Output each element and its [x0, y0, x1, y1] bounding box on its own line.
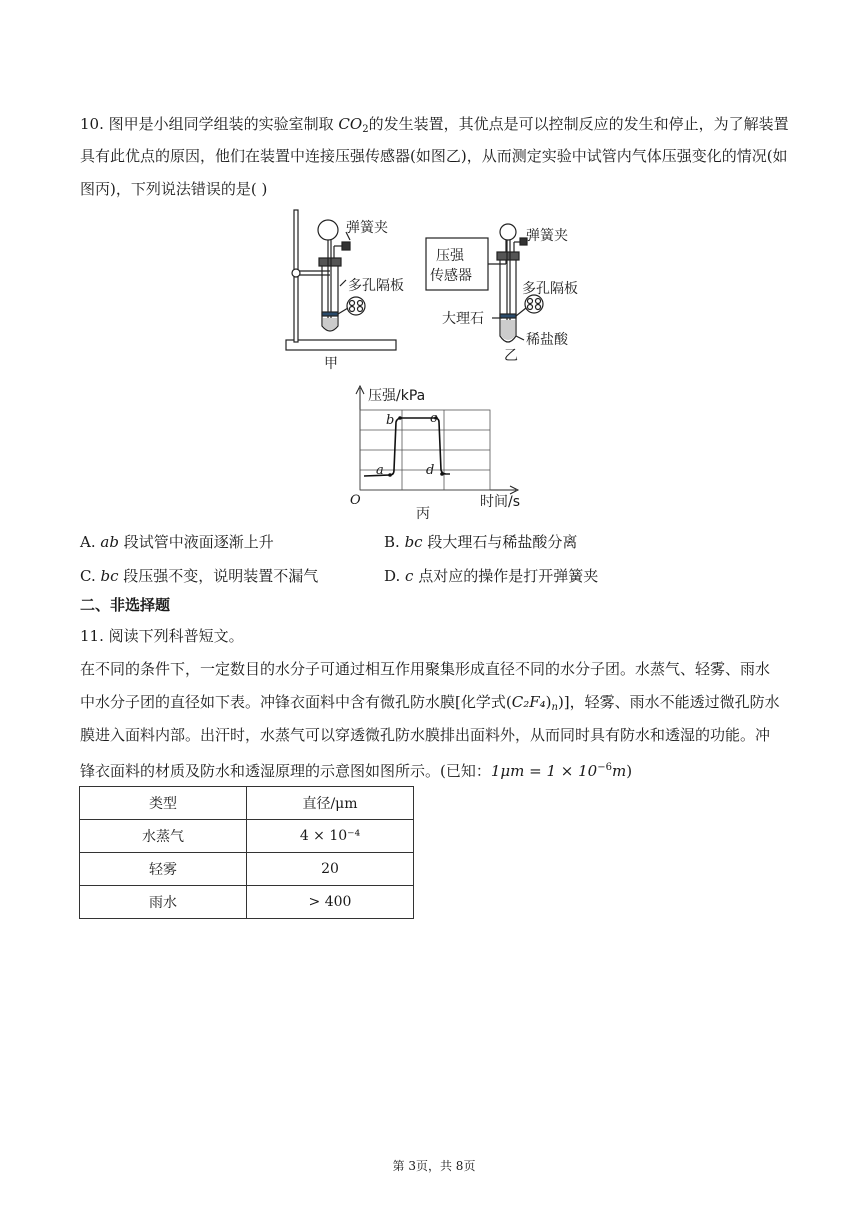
q10-text-b: 的发生装置，其优点是可以控制反应的发生和停止，为了解装置	[368, 115, 789, 133]
q11-para-line-2: 中水分子团的直径如下表。冲锋衣面料中含有微孔防水膜[化学式$(C_2F_4)_n$)]，轻雾、雨水不能透过微孔防水	[80, 693, 780, 713]
jia-caption: 甲	[324, 356, 338, 370]
co2-subscript: 2	[362, 124, 369, 135]
chart-point-label-d: d	[426, 463, 435, 478]
option-d[interactable]	[384, 566, 598, 586]
jia-clip-label: 弹簧夹	[346, 220, 388, 236]
unit-formula: 1μm = 1 × 10	[490, 762, 598, 780]
option-a-prefix: A.	[80, 533, 101, 551]
table-cell-type: 轻雾	[80, 853, 247, 886]
unit-exponent: −6	[597, 762, 612, 773]
q10-line-1	[80, 114, 789, 140]
option-b-prefix: B.	[384, 533, 405, 551]
option-d-text: 点对应的操作是打开弹簧夹	[413, 567, 599, 585]
table-header-diameter: 直径/μm	[247, 787, 414, 820]
table-row	[80, 820, 414, 853]
q10-line-2: 具有此优点的原因，他们在装置中连接压强传感器(如图乙)，从而测定实验中试管内气体压强变化的情况(如	[80, 147, 788, 165]
option-c-var: bc	[100, 567, 119, 585]
q10-text-a: 10. 图甲是小组同学组装的实验室制取	[80, 115, 339, 133]
apparatus-figure-yi	[422, 218, 592, 368]
sensor-label-line2: 传感器	[430, 268, 472, 284]
q11-intro: 11. 阅读下列科普短文。	[80, 627, 244, 645]
table-cell-type: 雨水	[80, 886, 247, 919]
option-b-var: bc	[404, 533, 423, 551]
chart-point-d	[440, 472, 444, 476]
sensor-label-line1: 压强	[436, 248, 464, 264]
table-cell-diameter: 20	[247, 853, 414, 886]
table-cell-diameter: > 400	[247, 886, 414, 919]
option-d-prefix: D.	[384, 567, 406, 585]
q11-para-line-3: 膜进入面料内部。出汗时，水蒸气可以穿透微孔防水膜排出面料外，从而同时具有防水和透湿的功能。冲	[80, 726, 771, 744]
yi-caption: 乙	[504, 348, 518, 364]
chart-point-b	[398, 416, 402, 420]
table-header-row	[80, 787, 414, 820]
chart-point-a	[388, 473, 392, 477]
q11-p4-text-a: 锋衣面料的材质及防水和透湿原理的示意图如图所示。(已知：	[80, 762, 491, 780]
page-footer: 第 3页，共 8页	[392, 1159, 476, 1173]
q11-p2-text-b: )]，轻雾、雨水不能透过微孔防水	[557, 693, 780, 711]
jia-plate-label: 多孔隔板	[348, 278, 404, 294]
option-c-prefix: C.	[80, 567, 101, 585]
yi-marble-label: 大理石	[442, 311, 484, 327]
diameter-table	[79, 786, 414, 919]
pressure-chart	[346, 382, 536, 522]
table-row	[80, 853, 414, 886]
q11-p2-text-a: 中水分子团的直径如下表。冲锋衣面料中含有微孔防水膜[化学式(	[80, 693, 512, 711]
q11-para-line-4	[80, 758, 632, 781]
co2-formula: CO	[338, 115, 363, 133]
option-b[interactable]	[384, 532, 577, 552]
table-header-type: 类型	[80, 787, 247, 820]
unit-meter: m	[611, 762, 627, 780]
q11-p4-text-b: )	[626, 762, 633, 780]
table-row	[80, 886, 414, 919]
chart-point-label-b: b	[386, 413, 395, 428]
q11-para-line-1: 在不同的条件下，一定数目的水分子可通过相互作用聚集形成直径不同的水分子团。水蒸气、轻雾、雨水	[80, 660, 771, 678]
yi-plate-label: 多孔隔板	[522, 281, 578, 297]
chart-caption: 丙	[416, 506, 430, 522]
chart-ylabel: 压强/kPa	[368, 388, 426, 404]
chart-point-label-a: a	[376, 463, 384, 478]
table-cell-diameter: 4 × 10⁻⁴	[247, 820, 414, 853]
option-b-text: 段大理石与稀盐酸分离	[422, 533, 578, 551]
chart-xlabel: 时间/s	[480, 494, 521, 510]
option-a-var: ab	[100, 533, 119, 551]
option-a-text: 段试管中液面逐渐上升	[118, 533, 274, 551]
option-c[interactable]	[80, 566, 318, 586]
yi-acid-label: 稀盐酸	[526, 332, 568, 348]
section-heading: 二、非选择题	[80, 596, 171, 614]
yi-clip-label: 弹簧夹	[526, 228, 568, 244]
apparatus-figure-jia	[278, 208, 428, 370]
ptfe-formula: C₂F₄	[511, 693, 546, 711]
option-a[interactable]	[80, 532, 274, 552]
option-c-text: 段压强不变，说明装置不漏气	[118, 567, 319, 585]
option-d-var: c	[405, 567, 414, 585]
chart-point-label-c: c	[430, 411, 438, 426]
table-cell-type: 水蒸气	[80, 820, 247, 853]
chart-grid	[360, 410, 490, 490]
chart-origin: O	[350, 493, 361, 508]
q10-line-3: 图丙)，下列说法错误的是( )	[80, 180, 268, 198]
ptfe-subscript: n	[551, 702, 558, 713]
